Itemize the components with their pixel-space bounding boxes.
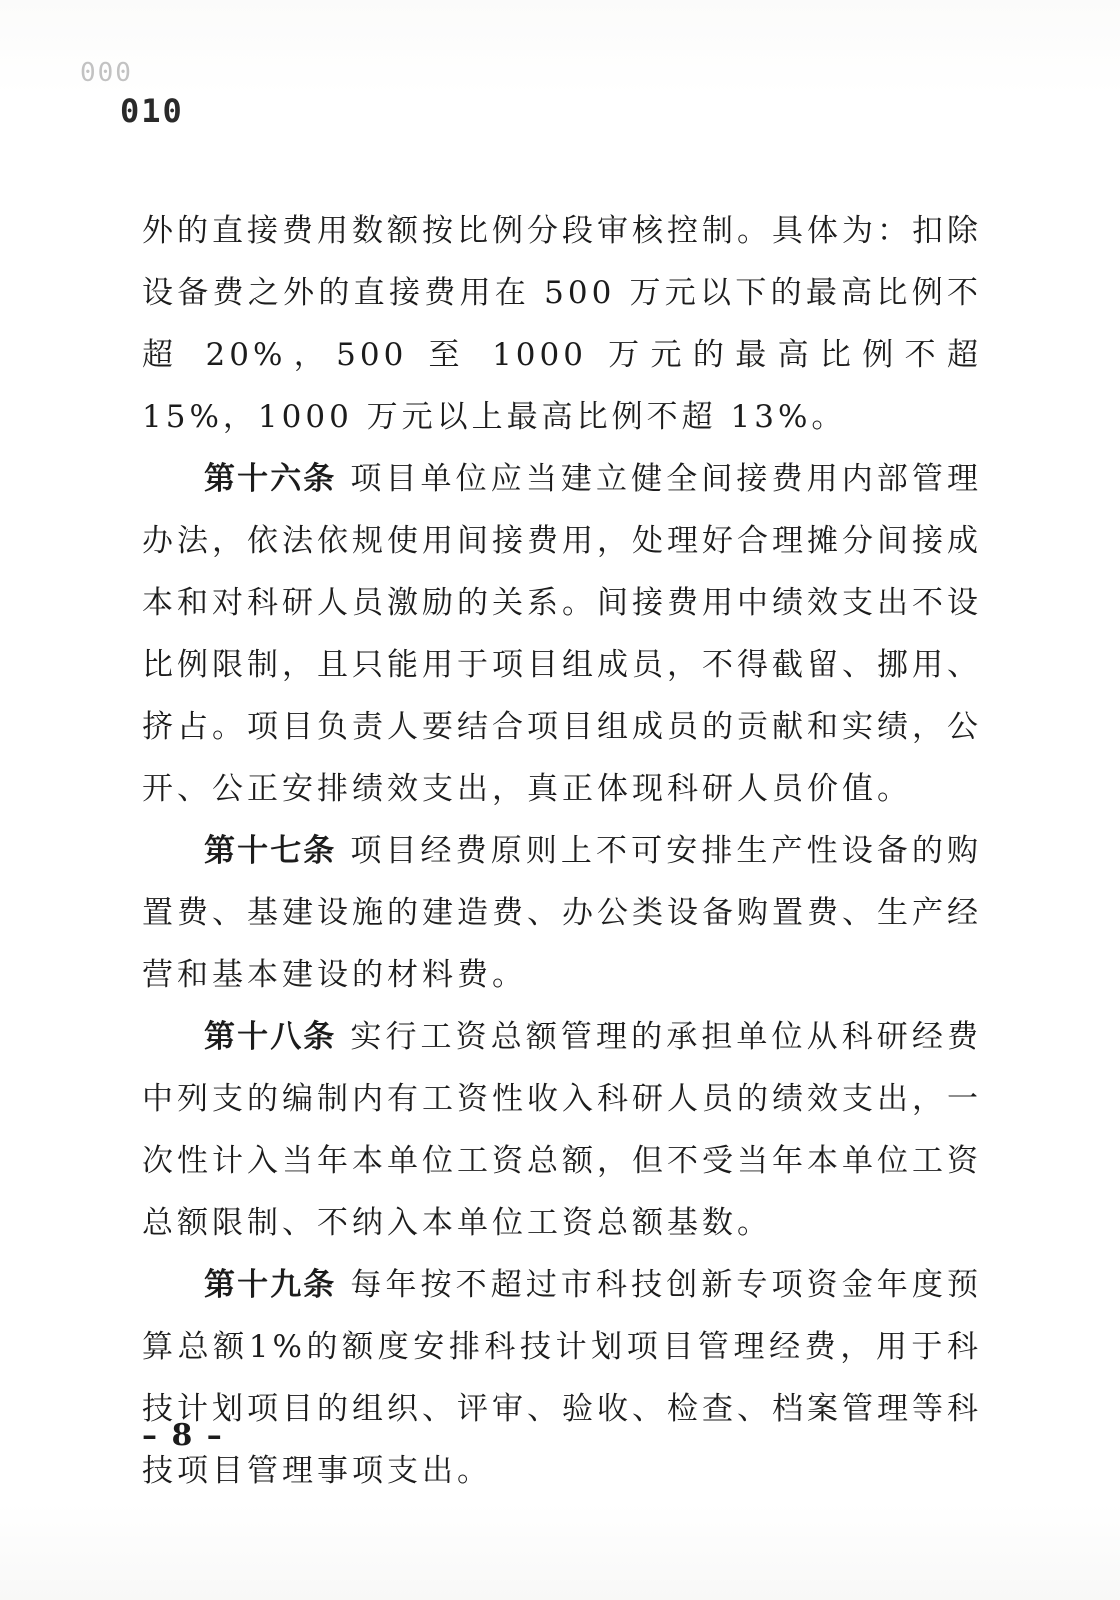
article-heading: 第十八条 xyxy=(204,1019,337,1055)
page-number: – 8 – xyxy=(142,1418,224,1453)
article-17 xyxy=(142,820,982,1006)
paragraph-text: 每年按不超过市科技创新专项资金年度预算总额1%的额度安排科技计划项目管理经费，用于科技计划项目的组织、评审、验收、检查、档案管理等科技项目管理事项支出。 xyxy=(142,1267,982,1489)
article-18 xyxy=(142,1006,982,1254)
article-16 xyxy=(142,448,982,820)
paragraph-text: 项目经费原则上不可安排生产性设备的购置费、基建设施的建造费、办公类设备购置费、生产经营和基本建设的材料费。 xyxy=(142,833,982,993)
paragraph-text: 项目单位应当建立健全间接费用内部管理办法，依法依规使用间接费用，处理好合理摊分间接成本和对科研人员激励的关系。间接费用中绩效支出不设比例限制，且只能用于项目组成员，不得截留、挪用、挤占。项目负责人要结合项目组成员的贡献和实绩，公开、公正安排绩效支出，真正体现科研人员价值。 xyxy=(142,461,982,807)
article-heading: 第十七条 xyxy=(204,833,337,869)
paragraph-text: 实行工资总额管理的承担单位从科研经费中列支的编制内有工资性收入科研人员的绩效支出，一次性计入当年本单位工资总额，但不受当年本单位工资总额限制、不纳入本单位工资总额基数。 xyxy=(142,1019,982,1241)
stamp-number: 010 xyxy=(120,92,184,130)
article-19 xyxy=(142,1254,982,1502)
paragraph-continuation xyxy=(142,200,982,448)
article-heading: 第十六条 xyxy=(204,461,337,497)
article-heading: 第十九条 xyxy=(204,1267,337,1303)
document-body xyxy=(142,200,982,1502)
paragraph-text: 外的直接费用数额按比例分段审核控制。具体为：扣除设备费之外的直接费用在 500 万元以下的最高比例不超 20%，500 至 1000 万元的最高比例不超 15%，1000 万元以上最高比例不超 13%。 xyxy=(142,213,982,435)
faint-stamp-number: 000 xyxy=(80,58,133,88)
